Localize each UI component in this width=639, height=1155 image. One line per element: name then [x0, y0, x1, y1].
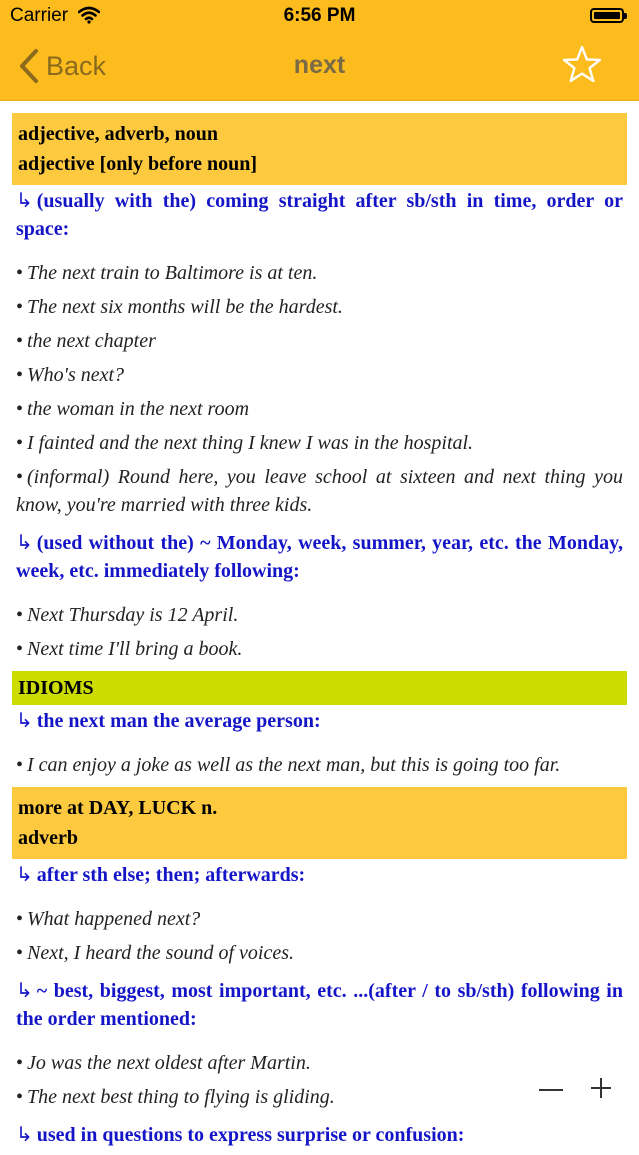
definition-text: used in questions to express surprise or confusion: — [36, 1124, 465, 1146]
example-item: • The next train to Baltimore is at ten. — [16, 262, 318, 284]
sense-definition — [0, 1119, 639, 1155]
definition-text: ~ best, biggest, most important, etc. ...(after / to sb/sth) following in the order mentioned: — [16, 980, 623, 1030]
example-item: • What happened next? — [16, 908, 201, 930]
arrow-icon: ↳ — [16, 532, 33, 554]
idioms-header: IDIOMS — [12, 671, 627, 705]
back-label: Back — [46, 50, 107, 81]
arrow-icon: ↳ — [16, 864, 33, 886]
examples-list — [0, 591, 639, 671]
dictionary-entry — [0, 113, 639, 1155]
examples-list — [0, 895, 639, 975]
page-title: next — [293, 51, 346, 79]
part-of-speech-header — [12, 787, 627, 859]
part-of-speech-header — [12, 113, 627, 185]
status-bar — [0, 0, 639, 32]
arrow-icon: ↳ — [16, 710, 33, 732]
sense-definition — [0, 705, 639, 741]
examples-list — [0, 741, 639, 787]
arrow-icon: ↳ — [16, 190, 33, 212]
example-item: • The next six months will be the hardest. — [16, 296, 343, 318]
example-item: • the woman in the next room — [16, 398, 250, 420]
example-item: • Who's next? — [16, 364, 125, 386]
example-item: • Next time I'll bring a book. — [16, 638, 243, 660]
sense-definition — [0, 859, 639, 895]
definition-text: (usually with the) coming straight after sb/sth in time, order or space: — [16, 190, 623, 240]
sense-definition — [0, 975, 639, 1039]
definition-text: the next man the average person: — [36, 710, 321, 732]
example-item: • Next, I heard the sound of voices. — [16, 942, 294, 964]
minus-icon[interactable] — [537, 1076, 565, 1104]
clock: 6:56 PM — [283, 5, 356, 26]
plus-icon[interactable] — [587, 1074, 615, 1102]
arrow-icon: ↳ — [16, 980, 33, 1002]
example-item: • Next Thursday is 12 April. — [16, 604, 239, 626]
example-item: • I fainted and the next thing I knew I was in the hospital. — [16, 432, 474, 454]
example-item: • the next chapter — [16, 330, 156, 352]
star-outline-icon[interactable] — [561, 44, 603, 86]
sense-definition — [0, 527, 639, 591]
examples-list — [0, 249, 639, 527]
header-line: adjective, adverb, noun — [18, 123, 218, 145]
carrier-label: Carrier — [10, 5, 69, 26]
sense-definition — [0, 185, 639, 249]
arrow-icon: ↳ — [16, 1124, 33, 1146]
battery-icon — [590, 8, 624, 23]
example-item: • (informal) Round here, you leave school at sixteen and next thing you know, you're married with three kids. — [16, 466, 623, 516]
example-item: • Jo was the next oldest after Martin. — [16, 1052, 311, 1074]
navigation-bar — [0, 32, 639, 101]
header-line: more at DAY, LUCK n. — [18, 797, 218, 819]
header-line: adjective [only before noun] — [18, 153, 258, 175]
header-line: adverb — [18, 827, 78, 849]
example-item: • I can enjoy a joke as well as the next man, but this is going too far. — [16, 754, 561, 776]
definition-text: after sth else; then; afterwards: — [36, 864, 306, 886]
definition-text: (used without the) ~ Monday, week, summer, year, etc. the Monday, week, etc. immediately following: — [16, 532, 623, 582]
example-item: • The next best thing to flying is gliding. — [16, 1086, 335, 1108]
